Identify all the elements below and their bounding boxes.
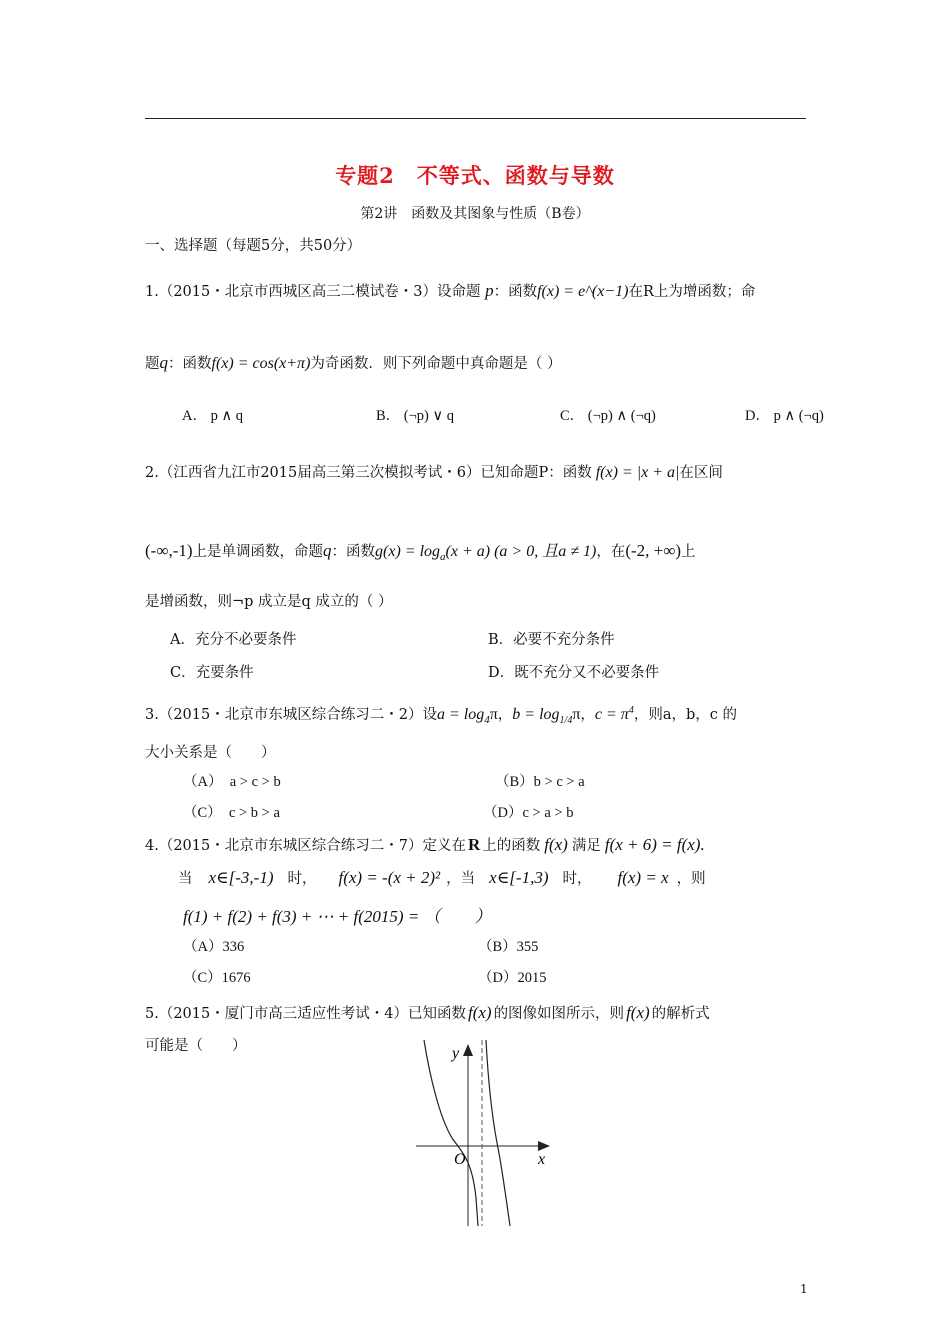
q2-line3: 是增函数，则¬p 成立是q 成立的（ ） bbox=[145, 594, 393, 610]
q2-formula-log: g(x) = log bbox=[375, 543, 441, 560]
q4-text: 4.（2015・北京市东城区综合练习二・7）定义在 bbox=[145, 838, 466, 854]
right-branch-curve bbox=[486, 1040, 510, 1226]
q3-b-pi: π bbox=[572, 706, 581, 723]
q1-line1 bbox=[145, 280, 755, 301]
page-number: 1 bbox=[800, 1282, 808, 1296]
q1-option-c: C． (¬p) ∧ (¬q) bbox=[560, 408, 656, 424]
q1-var-q: q bbox=[159, 353, 168, 372]
y-axis-label: y bbox=[452, 1045, 460, 1062]
q2-log-base: a bbox=[440, 550, 446, 563]
left-branch-curve bbox=[424, 1040, 478, 1226]
q3-text: 3.（2015・北京市东城区综合练习二・2）设 bbox=[145, 707, 437, 723]
q1-option-b: B． (¬p) ∨ q bbox=[376, 408, 454, 424]
q2-line2 bbox=[145, 538, 696, 563]
q1-line2 bbox=[145, 352, 562, 373]
q3-a-def: a = log bbox=[436, 706, 485, 723]
q4-range2: x∈[-1,3) bbox=[489, 868, 549, 887]
q4-line2 bbox=[178, 867, 706, 888]
q2-text2b: ：函数 bbox=[331, 544, 376, 560]
q2-formula-log-rest: (x + a) (a > 0, 且a ≠ 1) bbox=[445, 543, 597, 560]
q2-text: 2.（江西省九江市2015届高三第三次模拟考试・6）已知命题P：函数 bbox=[145, 465, 592, 481]
q2-text2a: 上是单调函数，命题 bbox=[192, 544, 324, 560]
q3-text-post: ，则a，b，c 的 bbox=[633, 707, 737, 723]
q1-text2-post: 为奇函数．则下列命题中真命题是（ ） bbox=[310, 356, 562, 372]
q4-relation: f(x + 6) = f(x). bbox=[604, 835, 705, 854]
q3-line2: 大小关系是（ ） bbox=[145, 745, 276, 761]
q5-line2: 可能是（ ） bbox=[145, 1038, 247, 1054]
q5-function-graph bbox=[410, 1038, 560, 1230]
q2-text2c: ，在 bbox=[596, 544, 626, 560]
q1-text-post: 在R上为增函数；命 bbox=[628, 284, 756, 300]
q4-text-mid: 上的函数 bbox=[482, 838, 541, 854]
q3-a-pi: π bbox=[489, 706, 498, 723]
q2-option-c: C．充要条件 bbox=[170, 665, 254, 681]
q4-time2: 时， bbox=[562, 871, 592, 887]
page-subtitle: 第2讲 函数及其图象与性质（B卷） bbox=[360, 206, 590, 222]
q4-line1 bbox=[145, 834, 705, 855]
q2-interval2: (-2, +∞) bbox=[625, 541, 682, 560]
q4-then: ，则 bbox=[676, 871, 706, 887]
q4-set-r: R bbox=[467, 835, 481, 854]
q4-fx: f(x) bbox=[544, 835, 568, 854]
q3-option-b: （B）b > c > a bbox=[495, 774, 585, 790]
q4-def1: f(x) = -(x + 2)² bbox=[338, 868, 441, 887]
q4-option-d: （D）2015 bbox=[478, 970, 547, 986]
section-heading: 一、选择题（每题5分，共50分） bbox=[145, 238, 362, 254]
q1-text2-mid: ：函数 bbox=[168, 356, 212, 372]
q4-option-c: （C）1676 bbox=[183, 970, 251, 986]
q2-option-d: D．既不充分又不必要条件 bbox=[488, 665, 660, 681]
page-title: 专题2 不等式、函数与导数 bbox=[335, 163, 615, 188]
q1-text-mid: ：函数 bbox=[493, 284, 538, 300]
q2-line1 bbox=[145, 461, 723, 482]
q1-text: 1.（2015・北京市西城区高三二模试卷・3）设命题 bbox=[145, 284, 486, 300]
header-rule bbox=[145, 118, 806, 119]
q5-fx: f(x) bbox=[467, 1003, 492, 1022]
q3-line1: 3.（2015・北京市东城区综合练习二・2）设$a = \log_4\pi$，$b = \log_{1/4}\pi$，$c = \pi^4$，则a，b，c 的 bbox=[145, 705, 737, 726]
origin-label: O bbox=[454, 1151, 466, 1168]
q3-b-base: 1/4 bbox=[559, 714, 573, 726]
q1-option-d: D． p ∧ (¬q) bbox=[745, 408, 824, 424]
q3-option-a: （A） a > c > b bbox=[183, 774, 281, 790]
q2-option-b: B．必要不充分条件 bbox=[488, 632, 615, 648]
q2-option-a: A．充分不必要条件 bbox=[170, 632, 297, 648]
q2-formula-abs: f(x) = |x + a| bbox=[595, 464, 680, 481]
q2-text-post: 在区间 bbox=[679, 465, 723, 481]
q2-var-q: q bbox=[323, 541, 332, 560]
q3-a-base: 4 bbox=[484, 713, 490, 726]
q4-def2: f(x) = x bbox=[617, 868, 669, 887]
q4-option-b: （B）355 bbox=[478, 939, 539, 955]
q2-interval1: (-∞,-1) bbox=[145, 541, 193, 560]
q5-text-mid: 的图像如图所示，则 bbox=[493, 1006, 625, 1022]
q5-line1 bbox=[145, 1002, 710, 1023]
q3-option-c: （C） c > b > a bbox=[183, 805, 280, 821]
x-axis-arrow bbox=[538, 1141, 550, 1151]
q4-time1: 时， bbox=[287, 871, 317, 887]
q1-formula-exp: f(x) = e^(x−1) bbox=[537, 283, 629, 300]
q1-text2: 题 bbox=[145, 356, 160, 372]
q4-option-a: （A）336 bbox=[183, 939, 245, 955]
q3-c-def: c = π bbox=[594, 706, 629, 723]
q1-var-p: p bbox=[485, 281, 494, 300]
q3-c-exp: 4 bbox=[628, 705, 634, 717]
q1-formula-cos: f(x) = cos(x+π) bbox=[211, 355, 311, 372]
q3-b-def: b = log bbox=[512, 706, 560, 723]
y-axis-arrow bbox=[463, 1044, 473, 1056]
q4-when1: 当 bbox=[178, 871, 193, 887]
q5-text: 5.（2015・厦门市高三适应性考试・4）已知函数 bbox=[145, 1006, 466, 1022]
q2-text2d: 上 bbox=[681, 544, 696, 560]
q5-text-post: 的解析式 bbox=[651, 1006, 710, 1022]
q4-sum: f(1) + f(2) + f(3) + ⋯ + f(2015) = （ ） bbox=[183, 907, 492, 926]
q3-option-d: （D）c > a > b bbox=[483, 805, 574, 821]
q1-option-a: A． p ∧ q bbox=[182, 408, 243, 424]
x-axis-label: x bbox=[538, 1151, 546, 1168]
q4-text-mid2: 满足 bbox=[571, 838, 601, 854]
q4-range1: x∈[-3,-1) bbox=[208, 868, 274, 887]
q4-when2: ，当 bbox=[446, 871, 476, 887]
q5-fx-2: f(x) bbox=[626, 1003, 650, 1022]
